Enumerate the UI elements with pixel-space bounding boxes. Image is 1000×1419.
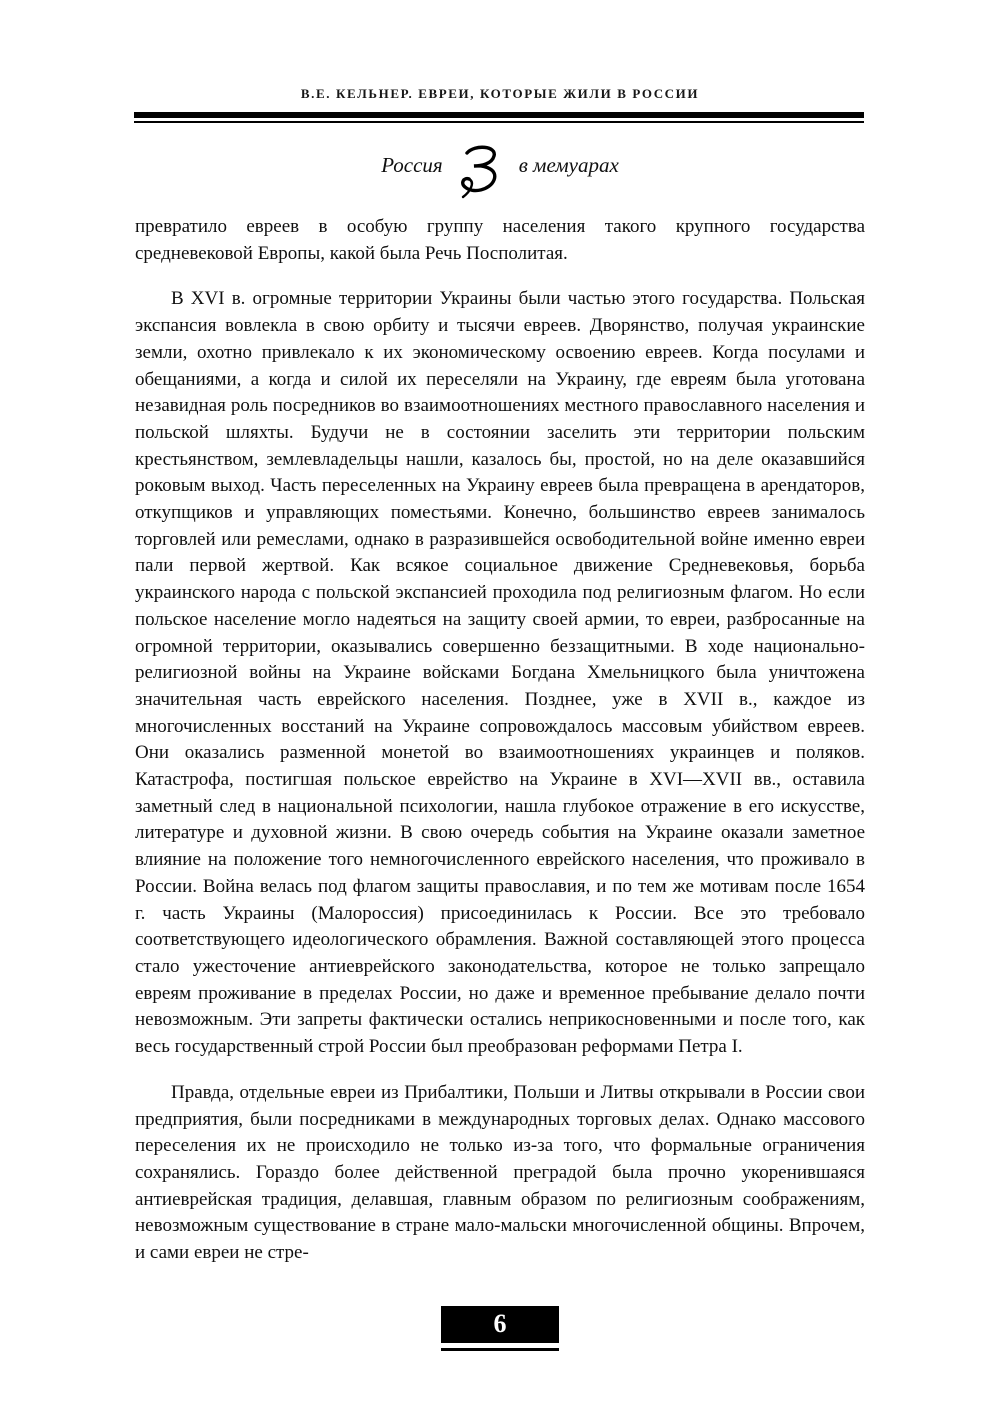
series-title bbox=[0, 131, 1000, 199]
paragraph: превратило евреев в особую группу населения такого крупного государства средневековой Европы, какой была Речь Посполитая. bbox=[135, 216, 865, 264]
paragraph: В XVI в. огромные территории Украины были частью этого государства. Польская экспансия вовлекла в свою орбиту и тысячи евреев. Дворянство, получая украинские земли, охотно привлекало к их экономическому освоению евреев. Когда посулами и обещаниями, а когда и силой их переселяли на Украину, где евреям была уготована незавидная роль посредников во взаимоотношениях местного православного населения и польской шляхты. Будучи не в состоянии заселить эти территории польским крестьянством, землевладельцы нашли, казалось бы, простой, но на деле оказавшийся роковым выход. Часть переселенных на Украину евреев была превращена в арендаторов, откупщиков и управляющих поместьями. Конечно, большинство евреев занималось торговлей или ремеслами, однако в разразившейся освободительной войне именно евреи пали первой жертвой. Как всякое социальное движение Средневековья, борьба украинского народа с польской экспансией проходила под религиозным флагом. Но если польское население могло надеяться на защиту своей армии, то евреи, разбросанные на огромной территории, оказывались совершенно беззащитными. В ходе национально-религиозной войны на Украине войсками Богдана Хмельницкого была уничтожена значительная часть еврейского населения. Позднее, уже в XVII в., каждое из многочисленных восстаний на Украине сопровождалось массовым убийством евреев. Они оказались разменной монетой во взаимоотношениях украинцев и поляков. Катастрофа, постигшая польское еврейство на Украине в XVI—XVII вв., оставила заметный след в национальной психологии, нашла глубокое отражение в его искусстве, литературе и духовной жизни. В свою очередь события на Украине оказали заметное влияние на положение того немногочисленного еврейского населения, что проживало в России. Война велась под флагом защиты православия, и по тем же мотивам после 1654 г. часть Украины (Малороссия) присоединилась к России. Все это требовало соответствующего идеологического обрамления. Важной составляющей этого процесса стало ужесточение антиеврейского законодательства, которое не только запрещало евреям проживание в пределах России, но даже и временное пребывание делало почти невозможным. Эти запреты фактически остались неприкосновенными и после того, как весь государственный строй России был преобразован реформами Петра I. bbox=[135, 288, 865, 1058]
series-title-right: в мемуарах bbox=[518, 152, 619, 177]
calligraphic-flourish-icon bbox=[455, 145, 507, 199]
running-head: В.Е. КЕЛЬНЕР. ЕВРЕИ, КОТОРЫЕ ЖИЛИ В РОССИИ bbox=[300, 86, 700, 101]
header-rule-thick bbox=[134, 112, 864, 118]
page-body bbox=[135, 195, 865, 1286]
page-number: 6 bbox=[441, 1306, 559, 1343]
page-number-rule bbox=[441, 1348, 559, 1351]
series-title-left: Россия bbox=[381, 152, 443, 177]
paragraph: Правда, отдельные евреи из Прибалтики, Польши и Литвы открывали в России свои предприятия, были посредниками в международных торговых делах. Однако массового переселения их не происходило не только из-за того, что формальные ограничения сохранялись. Гораздо более действенной преградой была прочно укоренившаяся антиеврейская традиция, делавшая, главным образом по религиозным соображениям, невозможным существование в стране мало-мальски многочисленной общины. Впрочем, и сами евреи не стре- bbox=[135, 1081, 865, 1264]
header-rule-thin bbox=[134, 121, 864, 123]
